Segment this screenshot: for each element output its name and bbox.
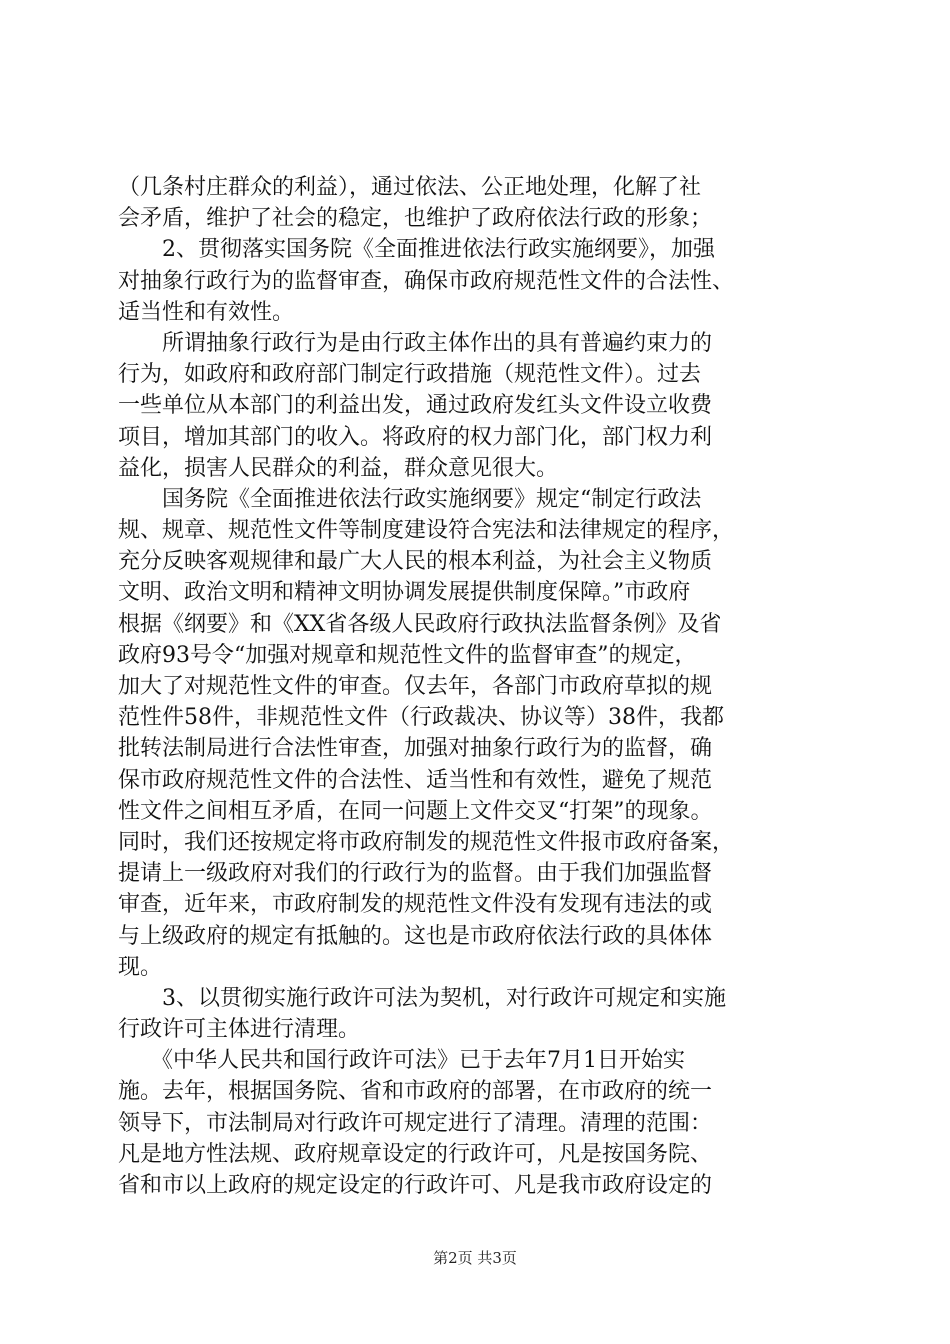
text-line: 政府93号令“加强对规章和规范性文件的监督审查”的规定， <box>118 642 697 668</box>
text-line: 文明、政治文明和精神文明协调发展提供制度保障。”市政府 <box>118 580 691 606</box>
text-line: 审查，近年来，市政府制发的规范性文件没有发现有违法的或 <box>118 892 713 918</box>
text-line: 同时，我们还按规定将市政府制发的规范性文件报市政府备案， <box>118 829 735 855</box>
text-line: 与上级政府的规定有抵触的。这也是市政府依法行政的具体体 <box>118 923 713 949</box>
text-line: 保市政府规范性文件的合法性、适当性和有效性，避免了规范 <box>118 767 713 793</box>
text-line: 批转法制局进行合法性审查，加强对抽象行政行为的监督，确 <box>118 736 713 762</box>
document-body <box>118 172 832 1201</box>
text-line: 对抽象行政行为的监督审查，确保市政府规范性文件的合法性、 <box>118 268 735 294</box>
text-line: 适当性和有效性。 <box>118 299 295 325</box>
text-line: 3、以贯彻实施行政许可法为契机，对行政许可规定和实施 <box>118 985 726 1011</box>
text-line: 国务院《全面推进依法行政实施纲要》规定“制定行政法 <box>118 486 702 512</box>
page-number-footer: 第2页 共3页 <box>433 1249 517 1267</box>
text-line: 加大了对规范性文件的审查。仅去年，各部门市政府草拟的规 <box>118 674 713 699</box>
text-line: （几条村庄群众的利益），通过依法、公正地处理，化解了社 <box>118 175 702 200</box>
text-line: 省和市以上政府的规定设定的行政许可、凡是我市政府设定的 <box>118 1173 713 1198</box>
text-line: 根据《纲要》和《XX省各级人民政府行政执法监督条例》及省 <box>118 611 722 637</box>
text-line: 领导下，市法制局对行政许可规定进行了清理。清理的范围： <box>118 1110 713 1136</box>
text-line: 提请上一级政府对我们的行政行为的监督。由于我们加强监督 <box>118 861 713 887</box>
text-line: 范性件58件，非规范性文件（行政裁决、协议等）38件，我都 <box>118 705 724 731</box>
text-line: 充分反映客观规律和最广大人民的根本利益，为社会主义物质 <box>118 549 713 575</box>
text-line: 行政许可主体进行清理。 <box>118 1017 361 1043</box>
text-line: 《中华人民共和国行政许可法》已于去年7月1日开始实 <box>118 1048 685 1074</box>
text-line: 2、贯彻落实国务院《全面推进依法行政实施纲要》，加强 <box>118 237 715 263</box>
text-line: 行为，如政府和政府部门制定行政措施（规范性文件）。过去 <box>118 362 702 388</box>
text-line: 凡是地方性法规、政府规章设定的行政许可，凡是按国务院、 <box>118 1141 713 1167</box>
text-line: 会矛盾，维护了社会的稳定，也维护了政府依法行政的形象； <box>118 206 713 232</box>
text-line: 一些单位从本部门的利益出发，通过政府发红头文件设立收费 <box>118 393 713 419</box>
text-line: 现。 <box>118 954 163 980</box>
text-line: 项目，增加其部门的收入。将政府的权力部门化，部门权力利 <box>118 424 713 450</box>
text-line: 性文件之间相互矛盾，在同一问题上文件交叉“打架”的现象。 <box>118 798 713 824</box>
text-line: 规、规章、规范性文件等制度建设符合宪法和法律规定的程序， <box>118 518 735 544</box>
text-line: 益化，损害人民群众的利益，群众意见很大。 <box>118 455 559 481</box>
text-line: 施。去年，根据国务院、省和市政府的部署，在市政府的统一 <box>118 1079 713 1105</box>
text-line: 所谓抽象行政行为是由行政主体作出的具有普遍约束力的 <box>118 330 713 356</box>
